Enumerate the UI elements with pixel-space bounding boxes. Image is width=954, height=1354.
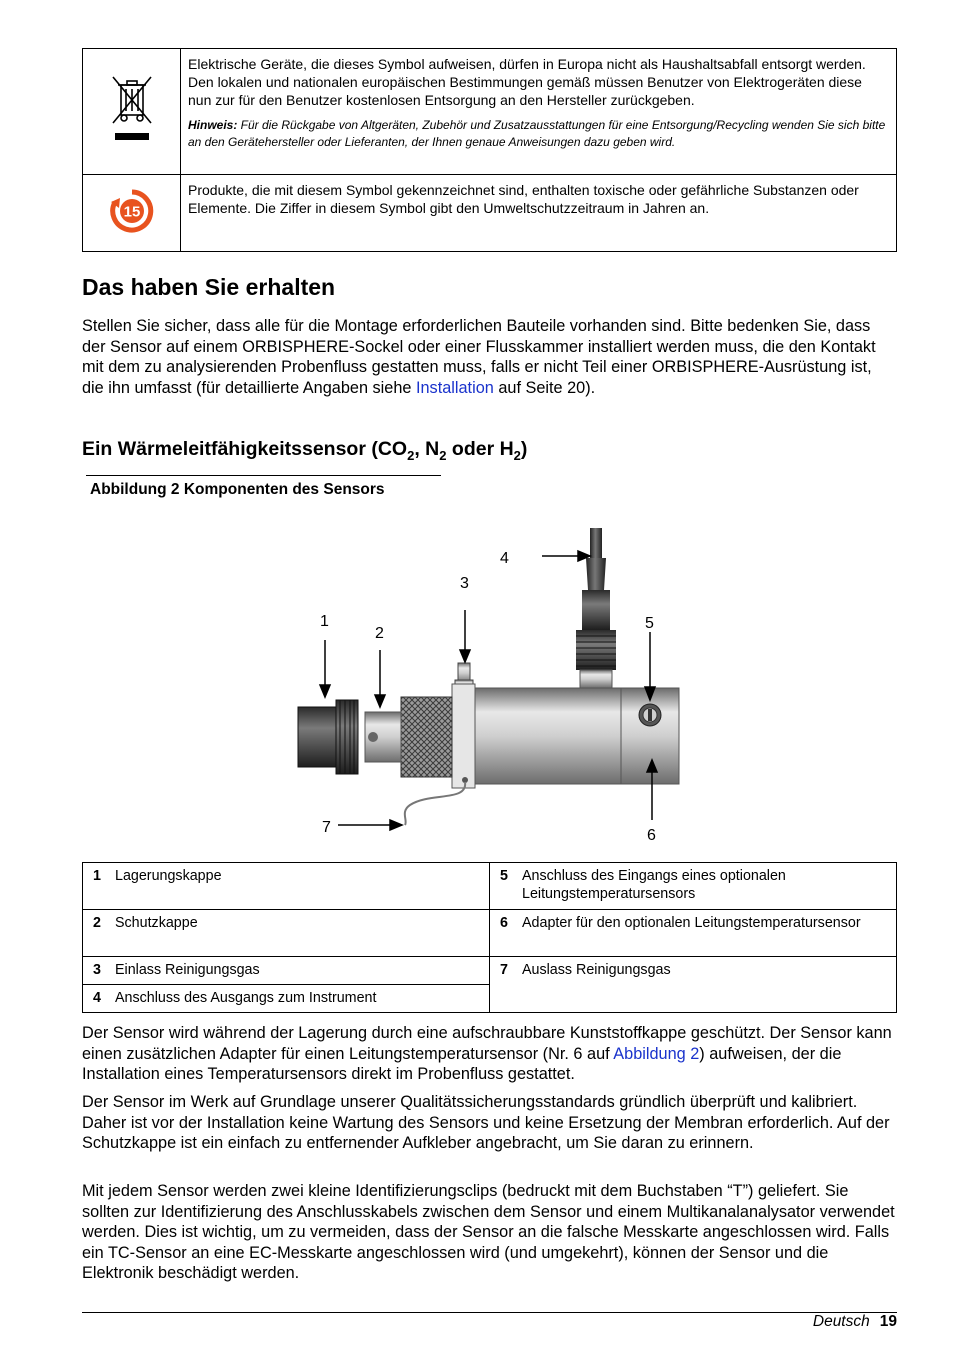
paragraph-clips: Mit jedem Sensor werden zwei kleine Identifizierungsclips (bedruckt mit dem Buchstaben “T”) geliefert. Sie sollten zur Identifizierung des Anschlusskabels zwischen dem Sensor und einem Multikanalanalysator verwendet werden. Dies ist wichtig, um zu vermeiden, dass der Sensor an die falsche Messkarte angeschlossen wird. Falls ein TC-Sensor an eine EC-Messkarte angeschlossen wird (und umgekehrt), können der Sensor und die Elektronik beschädigt werden. (82, 1182, 895, 1283)
hazard-text-cell (181, 175, 897, 252)
installation-link[interactable]: Installation (415, 378, 494, 397)
legend-label: Anschluss des Eingangs eines optionalen Leitungstemperatursensors (522, 868, 786, 902)
weee-text-cell (181, 49, 897, 175)
subsection-title (82, 438, 527, 463)
callout-1: 1 (320, 613, 329, 630)
sensor-body (475, 688, 621, 784)
legend-item (83, 863, 490, 910)
weee-text: Elektrische Geräte, die dieses Symbol aufweisen, dürfen in Europa nicht als Haushaltsabfall entsorgt werden. Den lokalen und nationalen europäischen Bestimmungen gemäß müssen Benutzer von Elektrogeräten diese nun zur für den Benutzer kostenlosen Entsorgung an den Hersteller zurückgeben. (188, 56, 866, 108)
footer-rule (82, 1312, 897, 1313)
title-part: ) (520, 438, 528, 460)
symbols-table (82, 48, 897, 252)
legend-number: 2 (93, 915, 101, 931)
intro-paragraph (82, 316, 897, 398)
intro-text: Stellen Sie sicher, dass alle für die Montage erforderlichen Bauteile vorhanden sind. Bitte bedenken Sie, dass der Sensor auf einem ORBISPHERE-Sockel oder einer Flusskammer installiert werden muss, die den Kontakt mit dem zu analysierenden Probenfluss gestatten muss, falls er nicht Teil einer ORBISPHERE-Ausrüstung ist, die ihn umfasst (für detaillierte Angaben siehe (82, 317, 876, 397)
legend-label: Auslass Reinigungsgas (522, 962, 671, 978)
legend-number: 6 (500, 915, 508, 931)
legend-item (490, 863, 897, 910)
callout-3: 3 (460, 575, 469, 592)
callout-4: 4 (500, 550, 509, 567)
section-title: Das haben Sie erhalten (82, 274, 336, 300)
callout-7: 7 (322, 819, 331, 836)
legend-label: Adapter für den optionalen Leitungstemperatursensor (522, 915, 861, 931)
footer (813, 1313, 897, 1331)
legend-table (82, 862, 897, 1013)
hazard-icon-cell (83, 175, 181, 252)
para-text-end: ) aufweisen, der die Installation eines Temperatursensors direkt im Probenfluss gestattet. (82, 1044, 842, 1084)
legend-item (83, 910, 490, 957)
legend-item (83, 957, 490, 985)
legend-number: 7 (500, 962, 508, 978)
legend-label: Lagerungskappe (115, 868, 222, 884)
page-number: 19 (879, 1313, 897, 1330)
weee-icon-cell (83, 49, 181, 175)
legend-number: 5 (500, 868, 508, 884)
legend-number: 1 (93, 868, 101, 884)
paragraph-calibration: Der Sensor im Werk auf Grundlage unserer Qualitätssicherungsstandards gründlich überprüft und kalibriert. Daher ist vor der Installation keine Wartung des Sensors und keine Ersetzung der Membran erforderlich. Auf der Schutzkappe ist ein einfach zu entfernender Aufkleber angebracht, um Sie daran zu erinnern. (82, 1093, 890, 1153)
legend-label: Einlass Reinigungsgas (115, 962, 260, 978)
subscript: 2 (513, 447, 521, 463)
legend-number: 4 (93, 990, 101, 1006)
legend-item (490, 910, 897, 957)
legend-item (490, 957, 897, 1013)
legend-item (83, 985, 490, 1013)
paragraph-adapter (82, 1023, 897, 1085)
subscript: 2 (439, 447, 447, 463)
weee-note (188, 117, 889, 151)
callout-6: 6 (647, 827, 656, 844)
subscript: 2 (407, 447, 415, 463)
environment-protection-period-icon (109, 188, 155, 234)
hazard-text: Produkte, die mit diesem Symbol gekennzeichnet sind, enthalten toxische oder gefährliche Substanzen oder Elemente. Die Ziffer in diesem Symbol gibt den Umweltschutzzeitraum in Jahren an. (188, 182, 859, 216)
note-label: Hinweis: (188, 118, 238, 132)
figure-link[interactable]: Abbildung 2 (613, 1044, 700, 1063)
figure-caption: Abbildung 2 Komponenten des Sensors (90, 481, 385, 498)
note-text: Für die Rückgabe von Altgeräten, Zubehör und Zusatzausstattungen für eine Entsorgung/Recycling wenden Sie sich bitte an den Gerätehersteller oder Lieferanten, der Ihnen genaue Anweisungen dazu geben wird. (188, 118, 886, 149)
title-part: Ein Wärmeleitfähigkeitssensor (CO (82, 438, 408, 460)
title-part: , N (414, 438, 440, 460)
legend-label: Anschluss des Ausgangs zum Instrument (115, 990, 377, 1006)
crossed-out-bin-icon (107, 73, 157, 145)
legend-label: Schutzkappe (115, 915, 198, 931)
title-part: oder H (446, 438, 514, 460)
para-text: Der Sensor wird während der Lagerung durch eine aufschraubbare Kunststoffkappe geschützt. Der Sensor kann einen zusätzlichen Adapter für einen Leitungstemperatursensor (Nr. 6 auf (82, 1024, 892, 1063)
figure-rule (86, 475, 441, 476)
callout-5: 5 (645, 615, 654, 632)
callout-2: 2 (375, 625, 384, 642)
hazard-number: 15 (123, 203, 140, 220)
intro-text-end: auf Seite 20). (493, 378, 596, 397)
sensor-figure (280, 520, 700, 850)
legend-number: 3 (93, 962, 101, 978)
footer-language: Deutsch (812, 1313, 870, 1330)
